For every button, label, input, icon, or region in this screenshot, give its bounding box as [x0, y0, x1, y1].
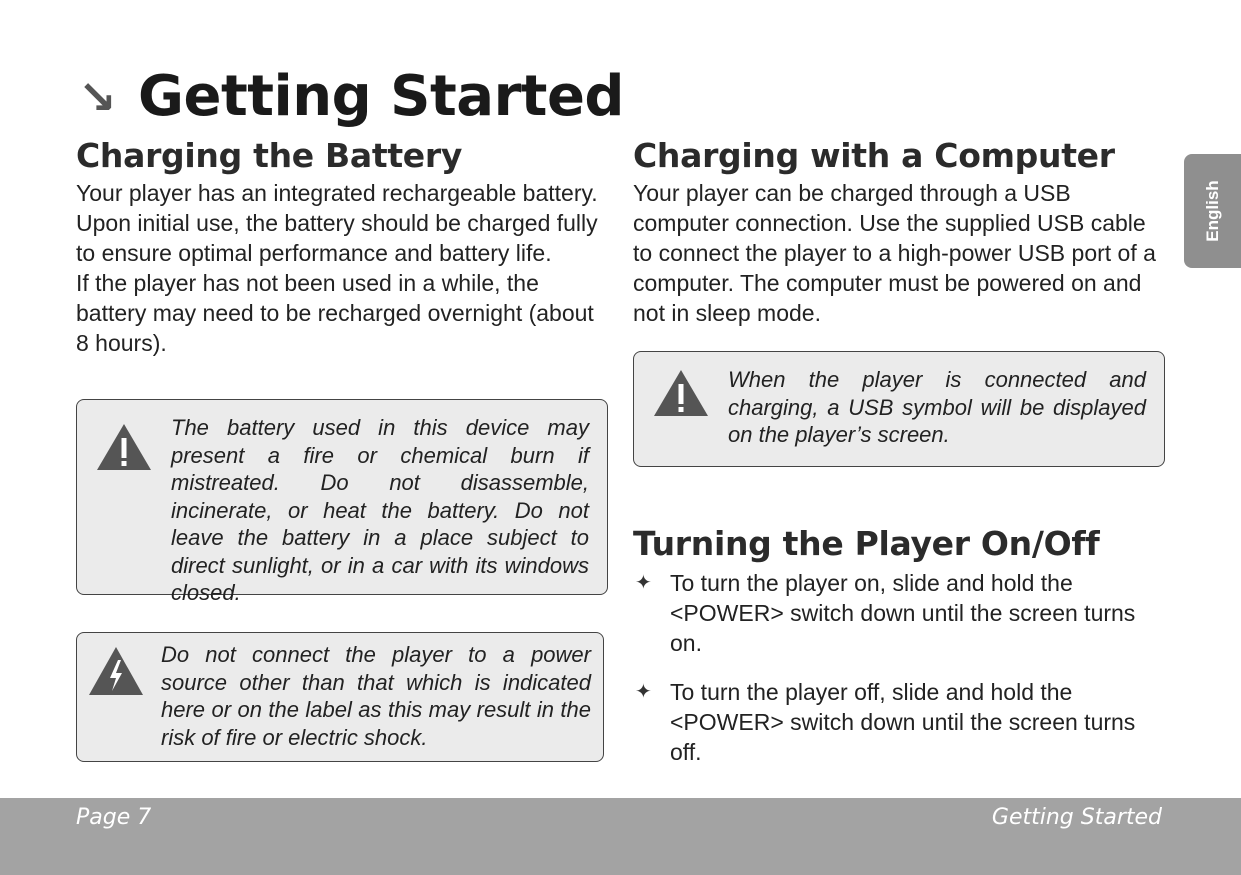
page-title-text: Getting Started — [138, 64, 625, 129]
power-warning-text: Do not connect the player to a power source other than that which is indicated here or on the label as this may result in the risk of fire or electric shock. — [161, 642, 591, 750]
warning-icon — [95, 422, 153, 472]
power-warning-box — [76, 632, 604, 762]
list-item — [633, 568, 1173, 658]
bullet-text: To turn the player off, slide and hold the <POWER> switch down until the screen turns off. — [670, 679, 1136, 765]
four-point-star-icon: ✦ — [635, 572, 652, 594]
footer-section-label: Getting Started — [991, 805, 1162, 830]
power-heading: Turning the Player On/Off — [633, 524, 1100, 563]
arrow-down-right-icon: ↘ — [78, 70, 117, 124]
bullet-text: To turn the player on, slide and hold the <POWER> switch down until the screen turns on. — [670, 570, 1136, 656]
computer-paragraph: Your player can be charged through a USB computer connection. Use the supplied USB cable to connect the player to a high-power USB port of a computer. The computer must be powered on and not in sleep mode. — [633, 180, 1156, 326]
battery-warning-text: The battery used in this device may present a fire or chemical burn if mistreated. Do not disassemble, incinerate, or heat the battery. Do not leave the battery in a place subject to direct sunlight, or in a car with its windows closed. — [171, 415, 589, 605]
usb-note-text: When the player is connected and charging, a USB symbol will be displayed on the player’s screen. — [728, 367, 1146, 447]
language-tab-label: English — [1202, 180, 1222, 242]
footer-page-label: Page 7 — [76, 805, 152, 830]
page-footer — [0, 798, 1241, 875]
power-bullet-list — [633, 568, 1173, 767]
list-item — [633, 677, 1173, 767]
computer-section — [633, 134, 1165, 328]
four-point-star-icon: ✦ — [635, 681, 652, 703]
warning-icon — [652, 368, 710, 418]
battery-warning-box — [76, 399, 608, 605]
page-title — [78, 62, 624, 132]
usb-note-box — [633, 351, 1165, 467]
battery-paragraph-1: Your player has an integrated rechargeable battery. Upon initial use, the battery should be charged fully to ensure optimal performance and battery life. — [76, 180, 598, 266]
battery-heading: Charging the Battery — [76, 136, 463, 175]
battery-paragraph-2: If the player has not been used in a while, the battery may need to be recharged overnight (about 8 hours). — [76, 270, 594, 356]
power-section — [633, 522, 1173, 767]
computer-heading: Charging with a Computer — [633, 136, 1115, 175]
electric-shock-icon — [87, 645, 145, 697]
battery-section — [76, 134, 608, 358]
language-tab[interactable] — [1184, 154, 1241, 268]
